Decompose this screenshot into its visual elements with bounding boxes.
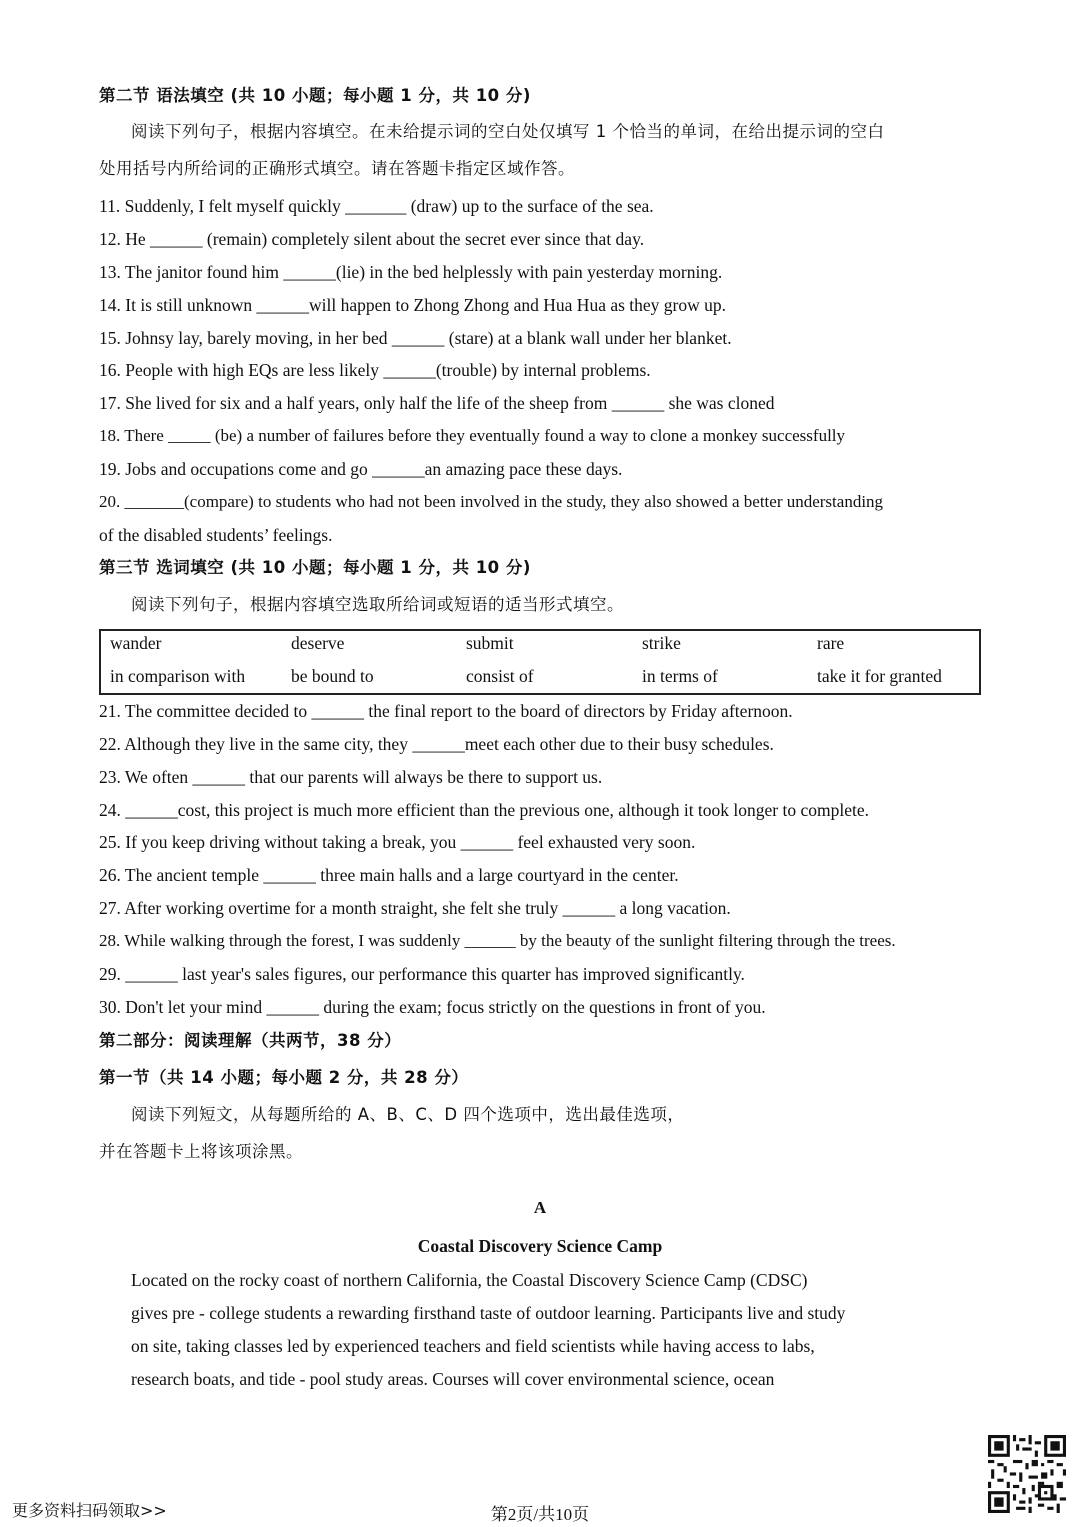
question-11: 11. Suddenly, I felt myself quickly _______ (draw) up to the surface of the sea.	[99, 196, 654, 216]
word-bank-item: be bound to	[291, 666, 374, 686]
question-20-continued: of the disabled students’ feelings.	[99, 525, 333, 545]
passage-line: on site, taking classes led by experienced teachers and field scientists while having access to labs,	[131, 1336, 815, 1356]
section2-instruction-2: 处用括号内所给词的正确形式填空。请在答题卡指定区域作答。	[99, 159, 575, 178]
word-bank-item: submit	[466, 633, 514, 653]
question-25: 25. If you keep driving without taking a break, you ______ feel exhausted very soon.	[99, 832, 696, 852]
question-24: 24. ______cost, this project is much more efficient than the previous one, although it took longer to complete.	[99, 800, 869, 820]
word-bank-item: take it for granted	[817, 666, 942, 686]
word-bank-item: deserve	[291, 633, 345, 653]
question-14: 14. It is still unknown ______will happen to Zhong Zhong and Hua Hua as they grow up.	[99, 295, 727, 315]
section2-title: 第二节 语法填空 (共 10 小题；每小题 1 分，共 10 分)	[99, 86, 531, 105]
word-bank-item: in comparison with	[110, 666, 246, 686]
word-bank-item: consist of	[466, 666, 534, 686]
part2-section1-title: 第一节（共 14 小题；每小题 2 分，共 28 分）	[99, 1068, 469, 1087]
word-bank-item: in terms of	[642, 666, 718, 686]
question-27: 27. After working overtime for a month straight, she felt she truly ______ a long vacation.	[99, 898, 731, 918]
question-26: 26. The ancient temple ______ three main halls and a large courtyard in the center.	[99, 865, 679, 885]
section3-instruction: 阅读下列句子，根据内容填空选取所给词或短语的适当形式填空。	[131, 595, 624, 614]
word-bank-item: rare	[817, 633, 845, 653]
section3-title: 第三节 选词填空 (共 10 小题；每小题 1 分，共 10 分)	[99, 558, 531, 577]
passage-line: Located on the rocky coast of northern California, the Coastal Discovery Science Camp (CDSC)	[131, 1270, 808, 1290]
word-bank-item: strike	[642, 633, 681, 653]
question-17: 17. She lived for six and a half years, only half the life of the sheep from ______ she was cloned	[99, 393, 775, 413]
page-number: 第2页/共10页	[490, 1505, 590, 1524]
question-12: 12. He ______ (remain) completely silent about the secret ever since that day.	[99, 229, 645, 249]
question-18: 18. There _____ (be) a number of failures before they eventually found a way to clone a monkey successfully	[99, 426, 846, 445]
passage-line: research boats, and tide - pool study areas. Courses will cover environmental science, ocean	[131, 1369, 775, 1389]
passage-title: Coastal Discovery Science Camp	[417, 1236, 663, 1256]
word-bank-box	[99, 629, 981, 695]
question-22: 22. Although they live in the same city, they ______meet each other due to their busy schedules.	[99, 734, 774, 754]
question-29: 29. ______ last year's sales figures, our performance this quarter has improved significantly.	[99, 964, 745, 984]
part2-instruction-1: 阅读下列短文，从每题所给的 A、B、C、D 四个选项中，选出最佳选项，	[131, 1105, 685, 1124]
question-19: 19. Jobs and occupations come and go ______an amazing pace these days.	[99, 459, 623, 479]
part2-title: 第二部分：阅读理解（共两节，38 分）	[99, 1031, 402, 1050]
passage-letter: A	[533, 1198, 547, 1217]
question-16: 16. People with high EQs are less likely ______(trouble) by internal problems.	[99, 360, 651, 380]
word-bank-item: wander	[110, 633, 162, 653]
question-21: 21. The committee decided to ______ the final report to the board of directors by Friday afternoon.	[99, 701, 793, 721]
question-15: 15. Johnsy lay, barely moving, in her bed ______ (stare) at a blank wall under her blanket.	[99, 328, 732, 348]
question-13: 13. The janitor found him ______(lie) in the bed helplessly with pain yesterday morning.	[99, 262, 723, 282]
question-30: 30. Don't let your mind ______ during the exam; focus strictly on the questions in front of you.	[99, 997, 766, 1017]
question-28: 28. While walking through the forest, I was suddenly ______ by the beauty of the sunlight filtering through the trees.	[99, 931, 896, 950]
question-23: 23. We often ______ that our parents will always be there to support us.	[99, 767, 603, 787]
question-20: 20. _______(compare) to students who had not been involved in the study, they also showed a better understanding	[99, 492, 884, 511]
section2-instruction-1: 阅读下列句子，根据内容填空。在未给提示词的空白处仅填写 1 个恰当的单词，在给出提示词的空白	[131, 122, 885, 141]
footer-promo-text: 更多资料扫码领取>>	[12, 1501, 167, 1520]
part2-instruction-2: 并在答题卡上将该项涂黑。	[99, 1142, 303, 1161]
passage-line: gives pre - college students a rewarding firsthand taste of outdoor learning. Participants live and study	[131, 1303, 846, 1323]
